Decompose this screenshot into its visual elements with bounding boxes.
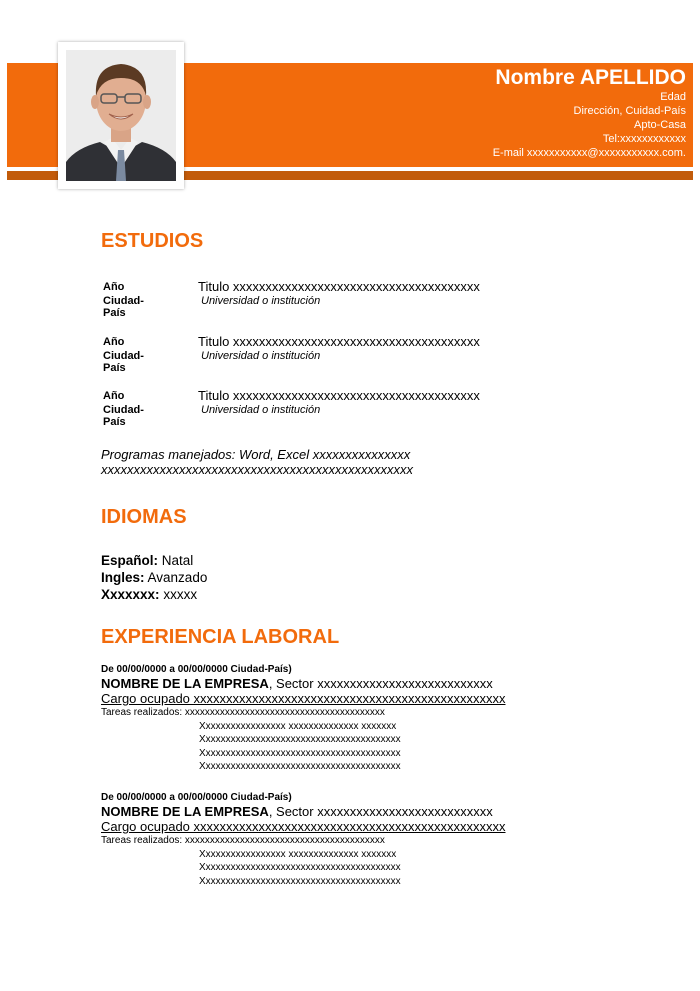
job-company: NOMBRE DE LA EMPRESA: [101, 676, 269, 691]
language-name: Español:: [101, 553, 159, 568]
task-line: Xxxxxxxxxxxxxxxxx xxxxxxxxxxxxxx xxxxxxx: [199, 720, 397, 732]
programs-line: xxxxxxxxxxxxxxxxxxxxxxxxxxxxxxxxxxxxxxxxxxxxxxxx: [101, 462, 413, 477]
job-sector: , Sector xxxxxxxxxxxxxxxxxxxxxxxxxxx: [268, 676, 493, 691]
study-institution: Universidad o institución: [201, 404, 321, 416]
age: Edad: [660, 91, 686, 103]
job-dates: De 00/00/0000 a 00/00/0000 Ciudad-País): [101, 664, 292, 675]
study-title: Titulo xxxxxxxxxxxxxxxxxxxxxxxxxxxxxxxxxxxxxx: [198, 279, 480, 294]
study-city: Ciudad-País: [103, 295, 144, 319]
profile-photo: [66, 50, 176, 181]
job-dates: De 00/00/0000 a 00/00/0000 Ciudad-País): [101, 792, 292, 803]
section-title-idiomas: IDIOMAS: [101, 506, 187, 528]
phone: Tel:xxxxxxxxxxxx: [602, 133, 686, 145]
language-level: xxxxx: [163, 587, 198, 602]
language-item: [101, 569, 207, 586]
language-item: [101, 552, 207, 569]
candidate-name: Nombre APELLIDO: [495, 66, 686, 89]
job-company: NOMBRE DE LA EMPRESA: [101, 804, 269, 819]
study-title: Titulo xxxxxxxxxxxxxxxxxxxxxxxxxxxxxxxxxxxxxx: [198, 388, 480, 403]
section-title-estudios: ESTUDIOS: [101, 230, 204, 252]
task-line: Xxxxxxxxxxxxxxxxxxxxxxxxxxxxxxxxxxxxxxxx: [199, 747, 401, 759]
programs-line: Programas manejados: Word, Excel xxxxxxxxxxxxxxx: [101, 447, 411, 462]
job-company-line: [101, 804, 506, 819]
task-line: Xxxxxxxxxxxxxxxxxxxxxxxxxxxxxxxxxxxxxxxx: [199, 875, 401, 887]
programs-block: [101, 447, 413, 477]
person-photo-icon: [66, 50, 176, 181]
section-title-experiencia: EXPERIENCIA LABORAL: [101, 626, 340, 648]
study-city: Ciudad-País: [103, 404, 144, 428]
job-entry: [101, 791, 506, 888]
task-line: Xxxxxxxxxxxxxxxxx xxxxxxxxxxxxxx xxxxxxx: [199, 848, 397, 860]
email: E-mail xxxxxxxxxxx@xxxxxxxxxxx.com.: [492, 147, 686, 159]
study-title: Titulo xxxxxxxxxxxxxxxxxxxxxxxxxxxxxxxxxxxxxx: [198, 334, 480, 349]
study-city: Ciudad-País: [103, 350, 144, 374]
language-level: Avanzado: [147, 570, 208, 585]
job-position: Cargo ocupado xxxxxxxxxxxxxxxxxxxxxxxxxxxxxxxxxxxxxxxxxxxxxxxx: [101, 819, 506, 834]
task-line: Xxxxxxxxxxxxxxxxxxxxxxxxxxxxxxxxxxxxxxxx: [199, 862, 401, 873]
task-line: Xxxxxxxxxxxxxxxxxxxxxxxxxxxxxxxxxxxxxxxx: [199, 761, 401, 772]
task-line: Xxxxxxxxxxxxxxxxxxxxxxxxxxxxxxxxxxxxxxxx: [199, 734, 401, 745]
language-name: Ingles:: [101, 570, 145, 585]
profile-photo-frame: [58, 42, 184, 189]
study-year: Año: [103, 390, 125, 402]
study-institution: Universidad o institución: [201, 350, 321, 362]
study-year: Año: [103, 336, 125, 348]
job-entry: [101, 663, 506, 774]
apartment: Apto-Casa: [634, 119, 686, 131]
language-level: Natal: [161, 553, 194, 568]
job-position: Cargo ocupado xxxxxxxxxxxxxxxxxxxxxxxxxxxxxxxxxxxxxxxxxxxxxxxx: [101, 691, 506, 706]
job-company-line: [101, 676, 506, 691]
job-tasks: [101, 706, 506, 774]
job-tasks: [101, 834, 506, 888]
task-line: Tareas realizados: xxxxxxxxxxxxxxxxxxxxxxxxxxxxxxxxxxxxxxxx: [101, 707, 385, 718]
study-year: Año: [103, 281, 125, 293]
contact-block: [493, 66, 686, 160]
language-name: Xxxxxxx:: [101, 587, 160, 602]
languages-list: [101, 552, 207, 603]
language-item: [101, 586, 207, 603]
study-institution: Universidad o institución: [201, 295, 321, 307]
task-line: Tareas realizados: xxxxxxxxxxxxxxxxxxxxxxxxxxxxxxxxxxxxxxxx: [101, 835, 385, 846]
address: Dirección, Cuidad-País: [573, 105, 686, 117]
job-sector: , Sector xxxxxxxxxxxxxxxxxxxxxxxxxxx: [268, 804, 493, 819]
